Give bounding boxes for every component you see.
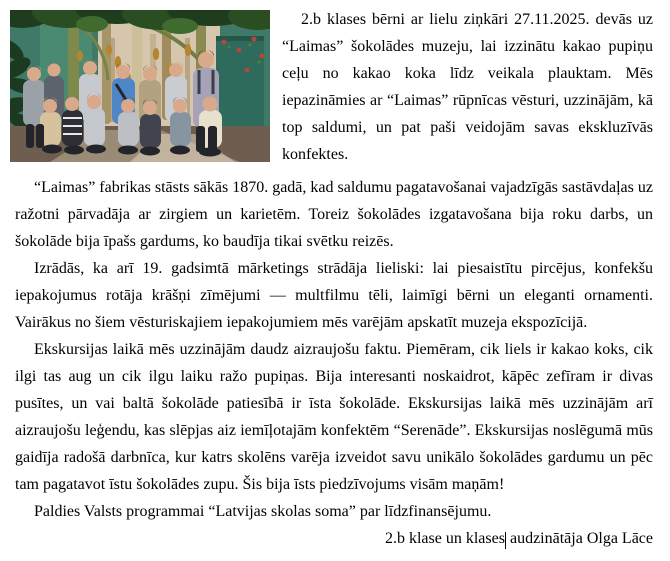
- signature-text-before-cursor: 2.b klase un klases: [384, 530, 505, 547]
- paragraph-facts[interactable]: Ekskursijas laikā mēs uzzinājām daudz aizraujošu faktu. Piemēram, cik liels ir kakao koks, cik ilgi tas aug un cik ilgu laiku ražo pupiņas. Bija interesanti noskaidrot, kāpēc zefīram ir divas pusītes, un vai baltā šokolāde patiesībā ir īsta šokolāde. Ekskursijas laikā mēs uzzinājām arī aizraujošu leģendu, kas slēpjas aiz iemīļotajām konfektēm “Serenāde”. Ekskursijas noslēgumā mūs gaidīja radošā darbnīca, kur katrs skolēns varēja izveidot savu unikālo šokolādes gardumu un pēc tam pagatavot īstu šokolādes zupu. Šis bija īsts piedzīvojums visām maņām!: [15, 341, 653, 493]
- paragraph-thanks[interactable]: Paldies Valsts programmai “Latvijas skolas soma” par līdzfinansējumu.: [34, 503, 492, 520]
- signature-line[interactable]: [15, 525, 653, 552]
- paragraph-history[interactable]: “Laimas” fabrikas stāsts sākās 1870. gadā, kad saldumu pagatavošanai vajadzīgās sastāvdaļas uz ražotni pārvadāja ar zirgiem un karietēm. Toreiz šokolādes izgatavošana bija roku darbs, un šokolāde bija īpašs gardums, ko baudīja tikai svētku reizēs.: [15, 179, 653, 250]
- signature-text-after-cursor: audzinātāja Olga Lāce: [505, 530, 653, 547]
- paragraph-marketing[interactable]: Izrādās, ka arī 19. gadsimtā mārketings strādāja lieliski: lai piesaistītu pircējus, konfekšu iepakojumus rotāja krāšņi zīmējumi — multfilmu tēli, laimīgi bērni un eleganti ornamenti. Vairākus no šiem vēsturiskajiem iepakojumiem mēs varējām apskatīt muzeja ekspozīcijā.: [15, 260, 653, 331]
- class-photo[interactable]: [10, 10, 270, 162]
- paragraph-intro[interactable]: 2.b klases bērni ar lielu ziņkāri 27.11.2025. devās uz “Laimas” šokolādes muzeju, lai izzinātu kakao pupiņu ceļu no kakao koka līdz veikala plauktam. Mēs iepazināmies ar “Laimas” rūpnīcas vēsturi, uzzinājām, kā top saldumi, un pat paši veidojām savas ekskluzīvās konfektes.: [282, 11, 653, 163]
- class-photo-illustration: [10, 10, 270, 162]
